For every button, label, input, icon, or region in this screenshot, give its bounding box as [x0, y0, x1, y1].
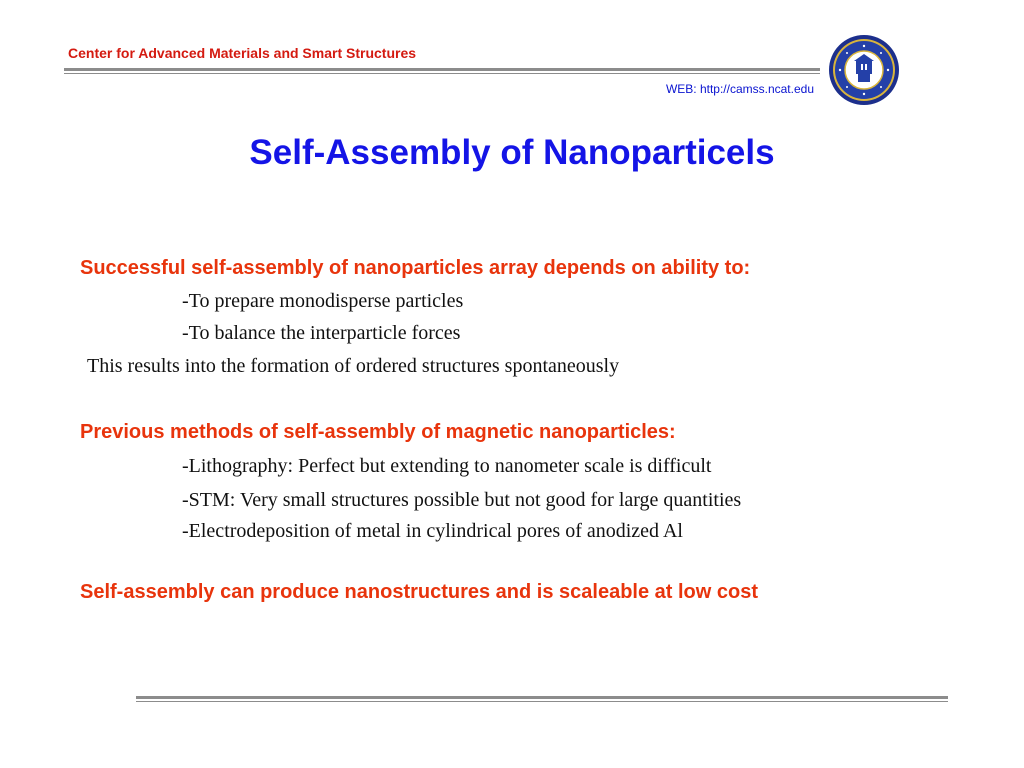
conclusion-statement: Self-assembly can produce nanostructures and is scaleable at low cost	[80, 581, 759, 603]
slide-title: Self-Assembly of Nanoparticels	[249, 133, 775, 172]
list-item: -Electrodeposition of metal in cylindrical pores of anodized Al	[182, 520, 683, 542]
section-heading-requirements: Successful self-assembly of nanoparticles array depends on ability to:	[80, 257, 751, 279]
website-url[interactable]: WEB: http://camss.ncat.edu	[665, 82, 814, 96]
section-note: This results into the formation of ordered structures spontaneously	[87, 355, 620, 377]
list-item: -Lithography: Perfect but extending to nanometer scale is difficult	[182, 455, 712, 477]
organization-name: Center for Advanced Materials and Smart Structures	[68, 45, 417, 61]
university-seal-icon	[828, 34, 900, 106]
list-item: -To balance the interparticle forces	[182, 322, 461, 344]
list-item: -STM: Very small structures possible but not good for large quantities	[182, 489, 742, 511]
list-item: -To prepare monodisperse particles	[182, 290, 464, 312]
section-heading-previous-methods: Previous methods of self-assembly of magnetic nanoparticles:	[80, 421, 676, 443]
header-divider	[64, 68, 820, 74]
footer-divider	[136, 696, 948, 702]
